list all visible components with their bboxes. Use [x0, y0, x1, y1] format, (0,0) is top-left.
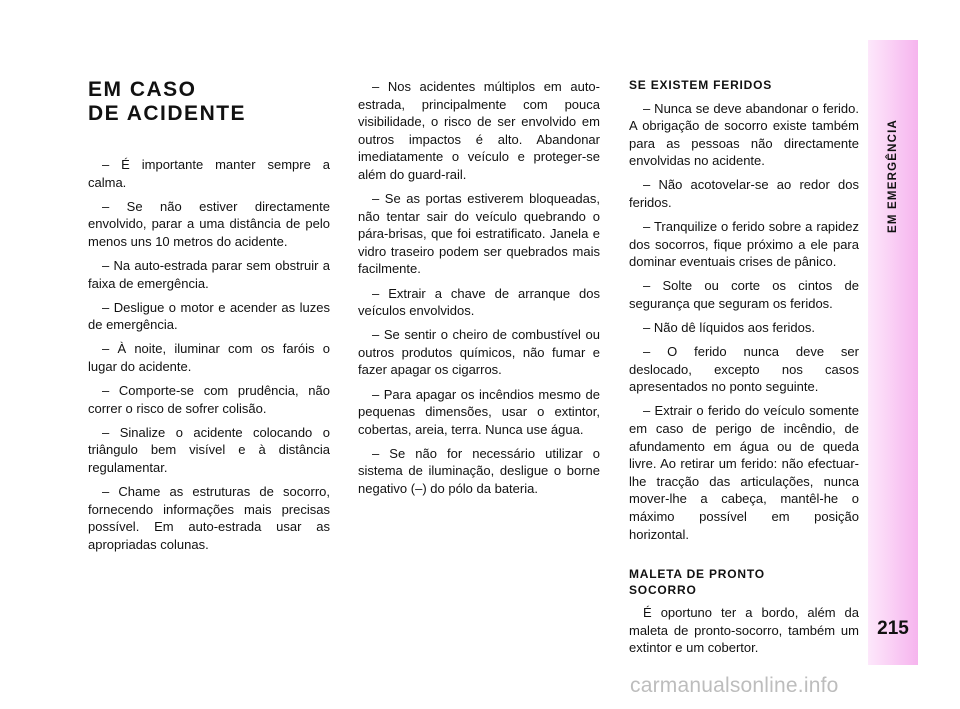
paragraph: – Se sentir o cheiro de combustível ou outros produtos químicos, não fumar e fazer apagar os cigarros. — [358, 327, 600, 378]
column-accident-continued — [358, 78, 600, 504]
paragraph: – Tranquilize o ferido sobre a rapidez dos socorros, fique próximo a ele para dominar eventuais crises de pânico. — [629, 219, 859, 270]
chapter-label-text: EM EMERGÊNCIA — [887, 119, 899, 233]
paragraph: – Extrair o ferido do veículo somente em caso de perigo de incêndio, de afundamento em água ou de queda livre. Ao retirar um ferido: não efectuar-lhe tracção das articulações, nunca mover-lhe a cabeça, mantêl-he o máximo possível em posição horizontal. — [629, 403, 859, 542]
section-title-first-aid-kit-line2: SOCORRO — [629, 582, 697, 597]
paragraph: – Se não estiver directamente envolvido, parar a uma distância de pelo menos uns 10 metros do acidente. — [88, 198, 330, 249]
section-title-first-aid-kit — [629, 567, 859, 598]
paragraph: – É importante manter sempre a calma. — [88, 157, 330, 190]
paragraph: – Para apagar os incêndios mesmo de pequenas dimensões, usar o extintor, cobertas, areia, terra. Nunca use água. — [358, 386, 600, 437]
chapter-sidebar — [868, 40, 918, 665]
paragraph: É oportuno ter a bordo, além da maleta de pronto-socorro, também um extintor e um cobertor. — [629, 605, 859, 656]
paragraph: – Chame as estruturas de socorro, fornecendo informações mais precisas possível. Em auto-estrada usar as apropriadas colunas. — [88, 484, 330, 552]
watermark: carmanualsonline.info — [630, 674, 839, 697]
page-title-line1: EM CASO — [88, 78, 197, 101]
paragraph: – Solte ou corte os cintos de segurança que seguram os feridos. — [629, 278, 859, 311]
section-title-injured: SE EXISTEM FERIDOS — [629, 78, 773, 92]
chapter-label — [868, 96, 918, 256]
paragraph: – Nunca se deve abandonar o ferido. A obrigação de socorro existe também para as pessoas não directamente envolvidas no acidente. — [629, 100, 859, 169]
paragraph: – Desligue o motor e acender as luzes de emergência. — [88, 299, 330, 333]
paragraph: – Comporte-se com prudência, não correr o risco de sofrer colisão. — [88, 383, 330, 416]
paragraph: – Se não for necessário utilizar o sistema de iluminação, desligue o borne negativo (–) do pólo da bateria. — [358, 445, 600, 496]
paragraph: – Na auto-estrada parar sem obstruir a faixa de emergência. — [88, 257, 330, 291]
page-title — [88, 78, 330, 126]
paragraph: – Sinalize o acidente colocando o triângulo bem visível e à distância regulamentar. — [88, 424, 330, 475]
page-number: 215 — [877, 618, 909, 639]
paragraph: – Se as portas estiverem bloqueadas, não tentar sair do veículo quebrando o pára-brisas, que foi estratificato. Janela e vidro traseiro podem ser quebrados mais facilmente. — [358, 191, 600, 277]
page-title-line2: DE ACIDENTE — [88, 102, 247, 125]
paragraph: – À noite, iluminar com os faróis o lugar do acidente. — [88, 341, 330, 374]
column-injured — [629, 78, 859, 663]
column-accident — [88, 78, 330, 560]
paragraph: – Não acotovelar-se ao redor dos feridos. — [629, 177, 859, 210]
paragraph: – O ferido nunca deve ser deslocado, excepto nos casos apresentados no ponto seguinte. — [629, 344, 859, 395]
paragraph: – Não dê líquidos aos feridos. — [643, 320, 815, 336]
paragraph: – Nos acidentes múltiplos em auto-estrada, principalmente com pouca visibilidade, o risco de ser envolvido em outros impactos é alto. Abandonar imediatamente o veículo e proteger-se além do guard-rail. — [358, 79, 600, 182]
paragraph: – Extrair a chave de arranque dos veículos envolvidos. — [358, 285, 600, 319]
section-title-first-aid-kit-line1: MALETA DE PRONTO — [629, 567, 765, 582]
